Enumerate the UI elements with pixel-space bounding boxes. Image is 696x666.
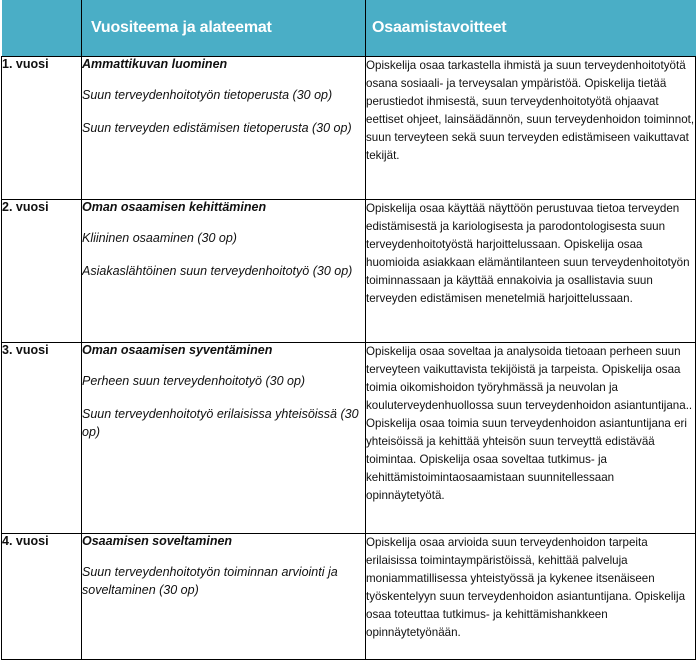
header-goals: Osaamistavoitteet bbox=[366, 0, 696, 57]
table-row bbox=[2, 200, 696, 343]
goals-cell: Opiskelija osaa käyttää näyttöön perustuvaa tietoa terveyden edistämisestä ja kariologisesta ja parodontologisesta suun terveydenhoitotyöstä harjoittelussaan. Opiskelija osaa huomioida asiakkaan elämäntilanteen suun terveydenhoitotyön toiminnassaan ja käyttää ennakoivia ja osallistavia suun terveyden edistämisen menetelmiä harjoittelussaan. bbox=[366, 200, 696, 343]
curriculum-table bbox=[1, 0, 696, 660]
goals-cell: Opiskelija osaa soveltaa ja analysoida tietoaan perheen suun terveyteen vaikuttavista tekijöistä ja tarpeista. Opiskelija osaa toimia oikomishoidon työryhmässä ja neuvolan ja kouluterveydenhuollossa suun terveydenhoidon asiantuntijana.. Opiskelija osaa toimia suun terveydenhoidon asiantuntijana eri yhteisöissä ja kehittää yhteisön suun terveyttä edistävää toimintaa. Opiskelija osaa soveltaa tutkimus- ja kehittämistoimintaosaamistaan suunnitellessaan opinnäytetyötä. bbox=[366, 343, 696, 534]
subtheme: Perheen suun terveydenhoitotyö (30 op) bbox=[82, 374, 306, 388]
header-year bbox=[2, 0, 82, 57]
header-theme: Vuositeema ja alateemat bbox=[82, 0, 366, 57]
subtheme: Suun terveydenhoitotyön tietoperusta (30 op) bbox=[82, 88, 333, 102]
table-row bbox=[2, 343, 696, 534]
goals-cell: Opiskelija osaa tarkastella ihmistä ja suun terveydenhoitotyötä osana sosiaali- ja terveysalan ympäristöä. Opiskelija tietää perustiedot ihmisestä, suun terveydenhoitotyötä ohjaavat eettiset ohjeet, lainsäädännön, suun terveydenhoidon toiminnot, suun terveyteen sekä suun terveyden edistämiseen vaikuttavat tekijät. bbox=[366, 57, 696, 200]
year-cell: 1. vuosi bbox=[2, 57, 82, 200]
goals-cell: Opiskelija osaa arvioida suun terveydenhoidon tarpeita erilaisissa toimintaympäristöissä, kehittää palveluja moniammatillisessa yhteistyössä ja kykenee itsenäiseen työskentelyyn suun terveydenhoidon asiantuntijana. Opiskelija osaa toteuttaa tutkimus- ja kehittämishankkeen opinnäytetyönään. bbox=[366, 534, 696, 660]
year-theme: Oman osaamisen kehittäminen bbox=[82, 200, 267, 214]
year-theme: Oman osaamisen syventäminen bbox=[82, 343, 273, 357]
subtheme: Suun terveydenhoitotyö erilaisissa yhteisöissä (30 op) bbox=[82, 407, 359, 439]
subtheme: Kliininen osaaminen (30 op) bbox=[82, 231, 237, 245]
year-cell: 2. vuosi bbox=[2, 200, 82, 343]
subtheme: Asiakaslähtöinen suun terveydenhoitotyö (30 op) bbox=[82, 264, 353, 278]
year-theme: Ammattikuvan luominen bbox=[82, 57, 228, 71]
theme-cell bbox=[82, 343, 366, 534]
theme-cell bbox=[82, 534, 366, 660]
year-cell: 3. vuosi bbox=[2, 343, 82, 534]
year-cell: 4. vuosi bbox=[2, 534, 82, 660]
year-theme: Osaamisen soveltaminen bbox=[82, 534, 233, 548]
subtheme: Suun terveyden edistämisen tietoperusta (30 op) bbox=[82, 121, 352, 135]
theme-cell bbox=[82, 200, 366, 343]
table-row bbox=[2, 534, 696, 660]
theme-cell bbox=[82, 57, 366, 200]
subtheme: Suun terveydenhoitotyön toiminnan arviointi ja soveltaminen (30 op) bbox=[82, 565, 338, 597]
table-header-row bbox=[2, 0, 696, 57]
table-row bbox=[2, 57, 696, 200]
